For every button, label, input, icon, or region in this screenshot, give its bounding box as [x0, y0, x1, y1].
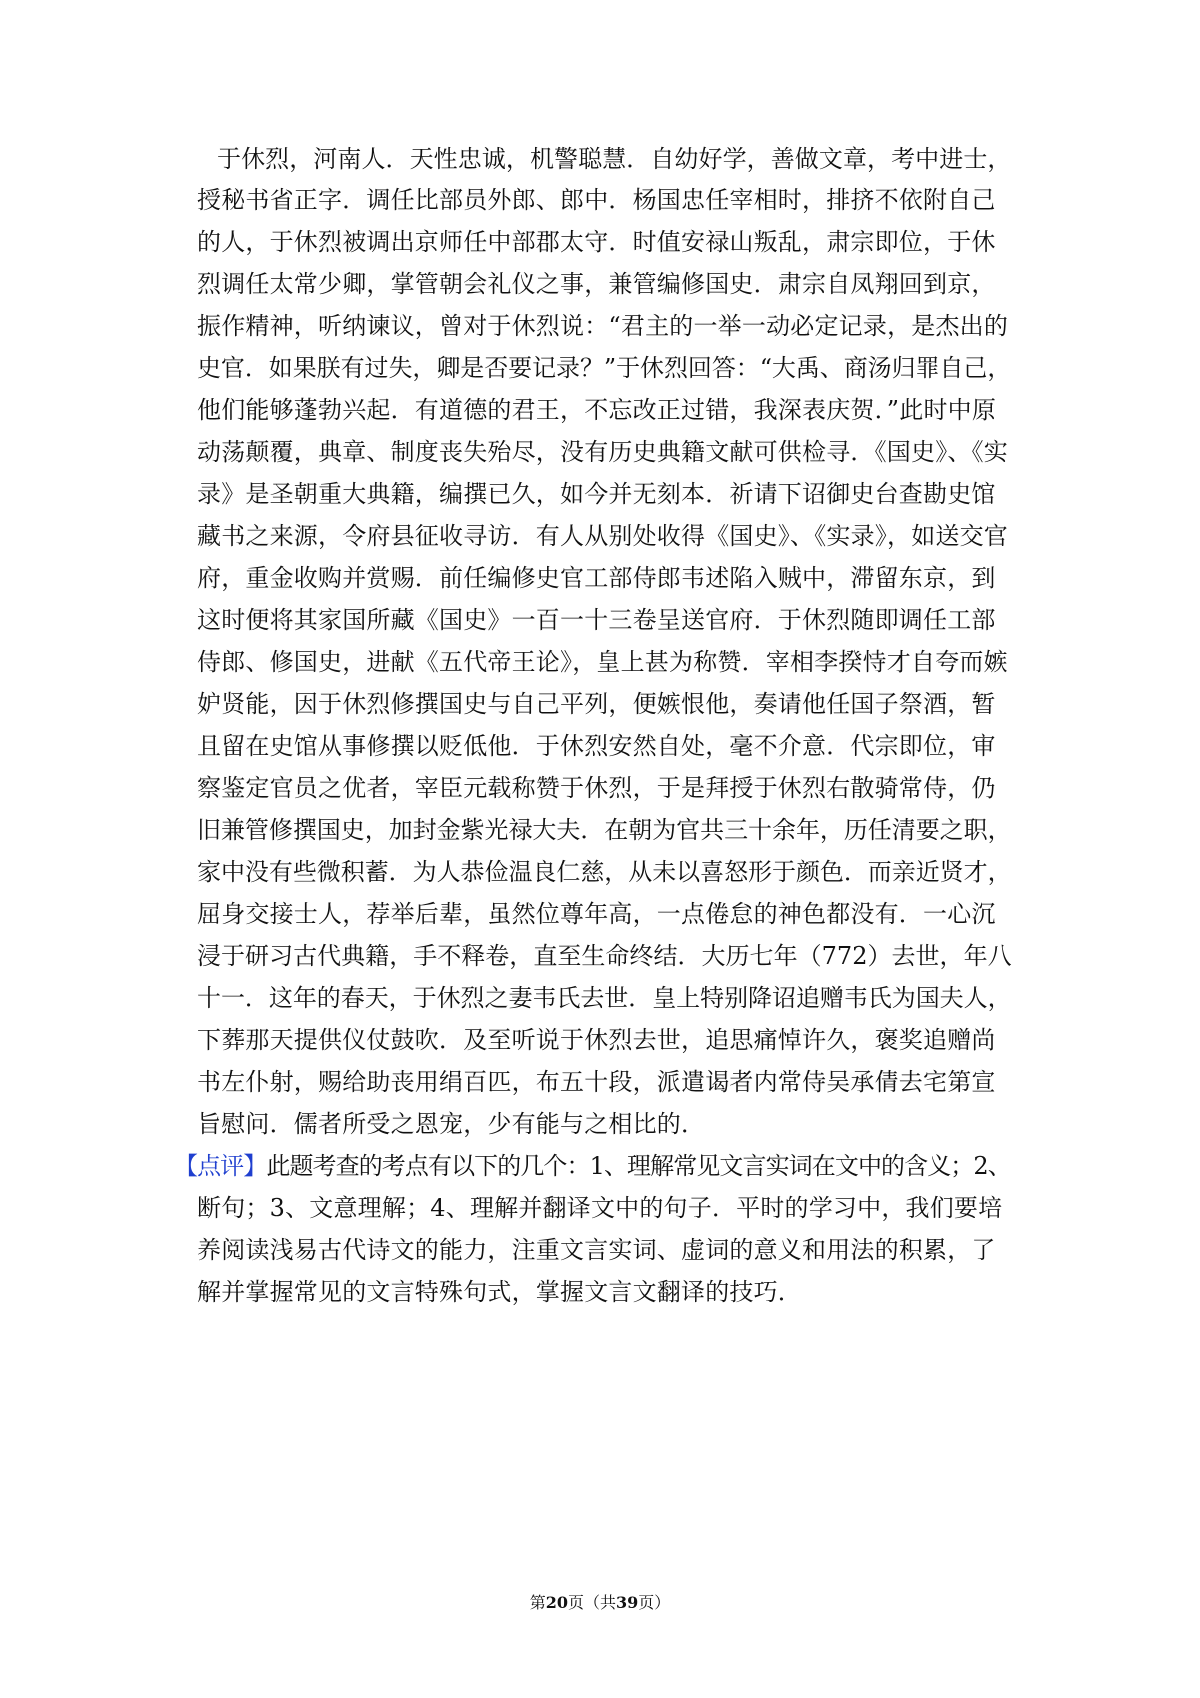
page-footer [0, 1593, 1200, 1613]
passage-line: 下葬那天提供仪仗鼓吹．及至听说于休烈去世，追思痛悼许久，褒奖追赠尚 [197, 1026, 996, 1054]
passage-line: 旨慰问．儒者所受之恩宠，少有能与之相比的． [197, 1110, 706, 1138]
footer-prefix: 第 [529, 1593, 546, 1612]
passage-line: 动荡颠覆，典章、制度丧失殆尽，没有历史典籍文献可供检寻．《国史》、《实 [197, 438, 1008, 466]
passage-line: 这时便将其家国所藏《国史》一百一十三卷呈送官府．于休烈随即调任工部 [197, 606, 996, 634]
passage-line: 侍郎、修国史，进献《五代帝王论》，皇上甚为称赞．宰相李揆恃才自夸而嫉 [197, 648, 1008, 676]
passage-line: 史官．如果朕有过失，卿是否要记录？”于休烈回答：“大禹、商汤归罪自己， [197, 354, 1012, 382]
footer-suffix: 页） [638, 1593, 671, 1612]
passage-line: 书左仆射，赐给助丧用绢百匹，布五十段，派遣谒者内常侍吴承倩去宅第宣 [197, 1068, 996, 1096]
passage-line: 振作精神，听纳谏议，曾对于休烈说：“君主的一举一动必定记录，是杰出的 [197, 312, 1009, 340]
passage-line: 授秘书省正字．调任比部员外郎、郎中．杨国忠任宰相时，排挤不依附自己 [197, 186, 996, 214]
passage-line: 他们能够蓬勃兴起．有道德的君王，不忘改正过错，我深表庆贺．”此时中原 [197, 396, 997, 424]
total-pages: 39 [616, 1593, 639, 1612]
passage-line: 屈身交接士人，荐举后辈，虽然位尊年高，一点倦怠的神色都没有．一心沉 [197, 900, 996, 928]
passage-line: 浸于研习古代典籍，手不释卷，直至生命终结．大历七年（772）去世，年八 [197, 942, 1012, 970]
passage-line: 烈调任太常少卿，掌管朝会礼仪之事，兼管编修国史．肃宗自凤翔回到京， [197, 270, 996, 298]
passage-line: 妒贤能，因于休烈修撰国史与自己平列，便嫉恨他，奏请他任国子祭酒，暂 [197, 690, 996, 718]
page-number: 20 [545, 1593, 568, 1612]
comment-text: 此题考查的考点有以下的几个：1、理解常见文言实词在文中的含义；2、 [266, 1152, 1011, 1180]
passage-line: 旧兼管修撰国史，加封金紫光禄大夫．在朝为官共三十余年，历任清要之职， [197, 816, 1012, 844]
passage-line: 录》是圣朝重大典籍，编撰已久，如今并无刻本．祈请下诏御史台查勘史馆 [197, 480, 996, 508]
comment-first-line [174, 1151, 1011, 1181]
footer-mid: 页（共 [567, 1593, 616, 1612]
comment-line: 解并掌握常见的文言特殊句式，掌握文言文翻译的技巧． [197, 1278, 802, 1306]
comment-line: 断句；3、文意理解；4、理解并翻译文中的句子．平时的学习中，我们要培 [197, 1194, 1003, 1222]
comment-tag: 【点评】 [174, 1152, 267, 1180]
passage-line: 的人，于休烈被调出京师任中部郡太守．时值安禄山叛乱，肃宗即位，于休 [197, 228, 996, 256]
passage-line: 察鉴定官员之优者，宰臣元载称赞于休烈，于是拜授于休烈右散骑常侍，仍 [197, 774, 996, 802]
passage-line: 且留在史馆从事修撰以贬低他．于休烈安然自处，毫不介意．代宗即位，审 [197, 732, 996, 760]
passage-line: 十一．这年的春天，于休烈之妻韦氏去世．皇上特别降诏追赠韦氏为国夫人， [197, 984, 1012, 1012]
passage-line: 府，重金收购并赏赐．前任编修史官工部侍郎韦述陷入贼中，滞留东京，到 [197, 564, 996, 592]
passage-line: 家中没有些微积蓄．为人恭俭温良仁慈，从未以喜怒形于颜色．而亲近贤才， [197, 858, 1012, 886]
passage-line: 藏书之来源，令府县征收寻访．有人从别处收得《国史》、《实录》，如送交官 [197, 522, 1008, 550]
passage-line: 于休烈，河南人．天性忠诚，机警聪慧．自幼好学，善做文章，考中进士， [217, 145, 1012, 173]
comment-line: 养阅读浅易古代诗文的能力，注重文言实词、虚词的意义和用法的积累，了 [197, 1236, 996, 1264]
